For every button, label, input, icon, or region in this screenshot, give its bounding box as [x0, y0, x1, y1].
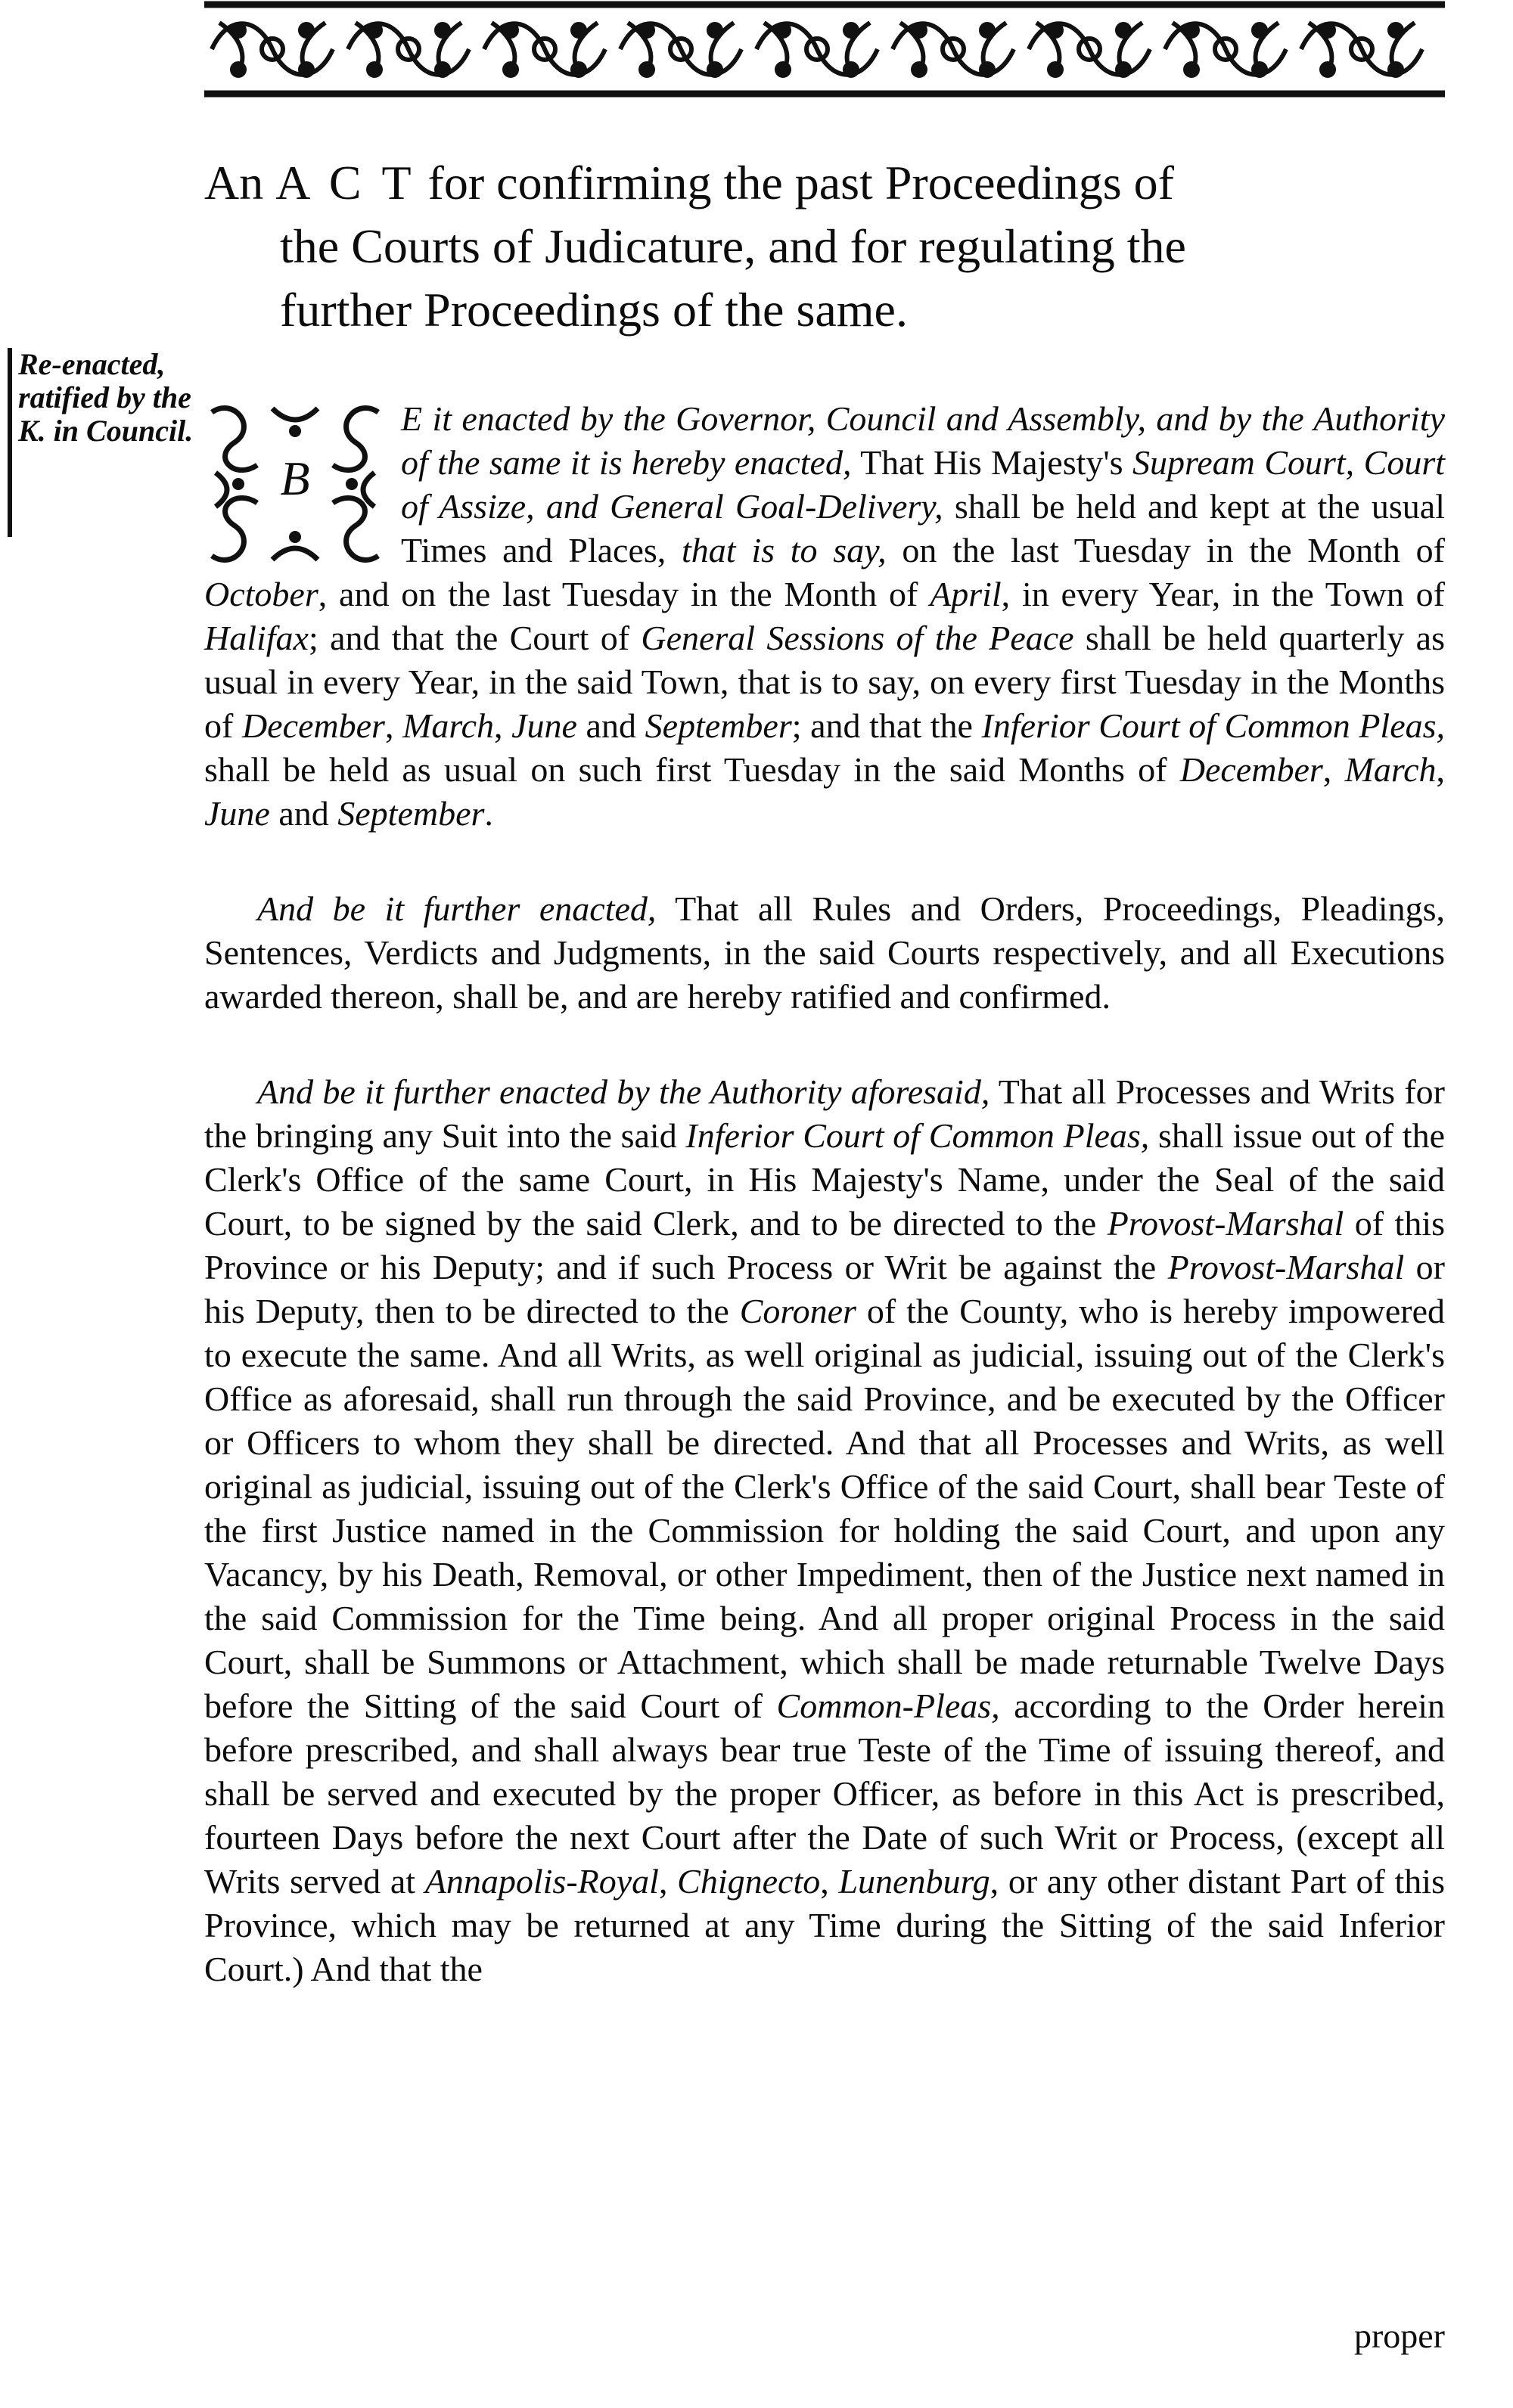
printer-ornament-band	[204, 0, 1445, 98]
handwritten-margin-note	[8, 348, 200, 537]
title-line-3: further Proceedings of the same.	[280, 283, 908, 337]
decorated-initial	[204, 397, 386, 571]
act-title	[204, 151, 1445, 342]
act-body	[204, 397, 1445, 2043]
ornament-band-icon	[204, 0, 1445, 98]
margin-note-line-1: Re-enacted,	[18, 347, 166, 381]
margin-note-line-2: ratified by the	[18, 380, 191, 414]
paragraph-2: And be it further enacted, That all Rules and Orders, Proceedings, Pleadings, Sentences, Verdicts and Judgments, in the said Courts respectively, and all Executions awarded thereon, shall be, and are hereby ratified and confirmed.	[204, 889, 1445, 1016]
paragraph-3: And be it further enacted by the Authority aforesaid, That all Processes and Writs for the bringing any Suit into the said Inferior Court of Common Pleas, shall issue out of the Clerk's Office of the same Court, in His Majesty's Name, under the Seal of the said Court, to be signed by the said Clerk, and to be directed to the Provost-Marshal of this Province or his Deputy; and if such Process or Writ be against the Provost-Marshal or his Deputy, then to be directed to the Coroner of the County, who is hereby impowered to execute the same. And all Writs, as well original as judicial, issuing out of the Clerk's Office as aforesaid, shall run through the said Province, and be executed by the Officer or Officers to whom they shall be directed. And that all Processes and Writs, as well original as judicial, issuing out of the Clerk's Office of the said Court, shall bear Teste of the first Justice named in the Commission for holding the said Court, and upon any Vacancy, by his Death, Removal, or other Impediment, then of the Justice next named in the said Commission for the Time being. And all proper original Process in the said Court, shall be Summons or Attachment, which shall be made returnable Twelve Days before the Sitting of the said Court of Common-Pleas, according to the Order herein before prescribed, and shall always bear true Teste of the Time of issuing thereof, and shall be served and executed by the proper Officer, as before in this Act is prescribed, fourteen Days before the next Court after the Date of such Writ or Process, (except all Writs served at Annapolis-Royal, Chignecto, Lunenburg, or any other distant Part of this Province, which may be returned at any Time during the Sitting of the said Inferior Court.) And that the	[204, 1072, 1446, 1988]
title-line-2: the Courts of Judicature, and for regulating the	[280, 219, 1186, 273]
title-line-1: An A C T for confirming the past Proceedings of	[204, 156, 1174, 209]
margin-note-line-3: K. in Council.	[18, 414, 194, 448]
dropcap-letter: B	[266, 448, 324, 509]
paragraph-1: B E it enacted by the Governor, Council and Assembly, and by the Authority of the same it is hereby enacted, That His Majesty's Supream Court, Court of Assize, and General Goal-Delivery, shall be held and kept at the usual Times and Places, that is to say, on the last Tuesday in the Month of October, and on the last Tuesday in the Month of April, in every Year, in the Town of Halifax; and that the Court of General Sessions of the Peace shall be held quarterly as usual in every Year, in the said Town, that is to say, on every first Tuesday in the Months of December, March, June and September; and that the Inferior Court of Common Pleas, shall be held as usual on such first Tuesday in the said Months of December, March, June and September.	[204, 397, 1445, 836]
enacting-clause: And be it further enacted,	[257, 889, 657, 928]
enacting-clause: And be it further enacted by the Authority aforesaid,	[257, 1072, 990, 1111]
enacting-clause: E it enacted by the Governor, Council and Assembly, and by the Authority of the same it is hereby enacted,	[401, 399, 1445, 482]
catchword: proper	[1353, 2316, 1445, 2355]
